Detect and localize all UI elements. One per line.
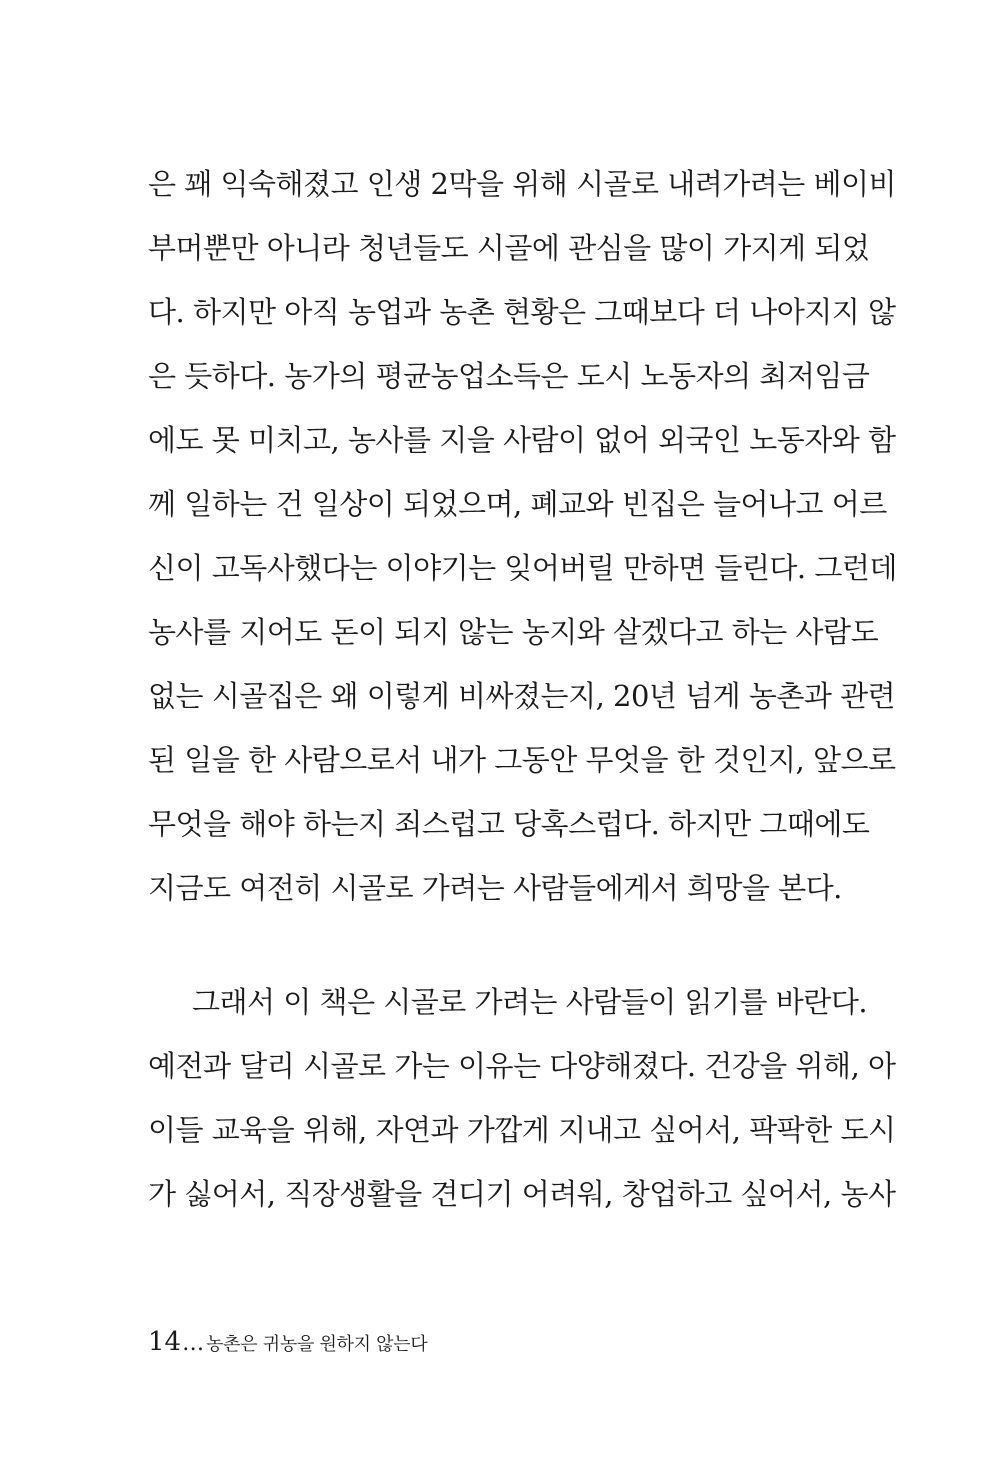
- text-line: 무엇을 해야 하는지 죄스럽고 당혹스럽다. 하지만 그때에도: [148, 807, 870, 841]
- footer-separator: …: [182, 1331, 205, 1356]
- text-line: 지금도 여전히 시골로 가려는 사람들에게서 희망을 본다.: [148, 871, 842, 905]
- text-line: 께 일하는 건 일상이 되었으며, 폐교와 빈집은 늘어나고 어르: [148, 487, 887, 521]
- body-paragraph-2: [148, 970, 896, 1226]
- text-line: 신이 고독사했다는 이야기는 잊어버릴 만하면 들린다. 그런데: [148, 551, 897, 585]
- text-line: 가 싫어서, 직장생활을 견디기 어려워, 창업하고 싶어서, 농사: [148, 1177, 896, 1211]
- text-line: 이들 교육을 위해, 자연과 가깝게 지내고 싶어서, 팍팍한 도시: [148, 1113, 896, 1147]
- text-line: 에도 못 미치고, 농사를 지을 사람이 없어 외국인 노동자와 함: [148, 423, 896, 457]
- text-line: 그래서 이 책은 시골로 가려는 사람들이 읽기를 바란다.: [192, 985, 868, 1019]
- running-title: 농촌은 귀농을 원하지 않는다: [206, 1334, 428, 1355]
- text-line: 은 꽤 익숙해졌고 인생 2막을 위해 시골로 내려가려는 베이비: [148, 167, 897, 201]
- text-line: 예전과 달리 시골로 가는 이유는 다양해졌다. 건강을 위해, 아: [148, 1049, 896, 1083]
- text-line: 다. 하지만 아직 농업과 농촌 현황은 그때보다 더 나아지지 않: [148, 295, 896, 329]
- text-line: 농사를 지어도 돈이 되지 않는 농지와 살겠다고 하는 사람도: [148, 615, 879, 649]
- body-paragraph-1: [148, 152, 897, 920]
- page-number: 14: [148, 1327, 182, 1357]
- text-line: 된 일을 한 사람으로서 내가 그동안 무엇을 한 것인지, 앞으로: [148, 743, 896, 777]
- text-line: 부머뿐만 아니라 청년들도 시골에 관심을 많이 가지게 되었: [148, 231, 870, 265]
- text-line: 없는 시골집은 왜 이렇게 비싸졌는지, 20년 넘게 농촌과 관련: [148, 679, 896, 713]
- page-footer: [148, 1322, 427, 1362]
- text-line: 은 듯하다. 농가의 평균농업소득은 도시 노동자의 최저임금: [148, 359, 870, 393]
